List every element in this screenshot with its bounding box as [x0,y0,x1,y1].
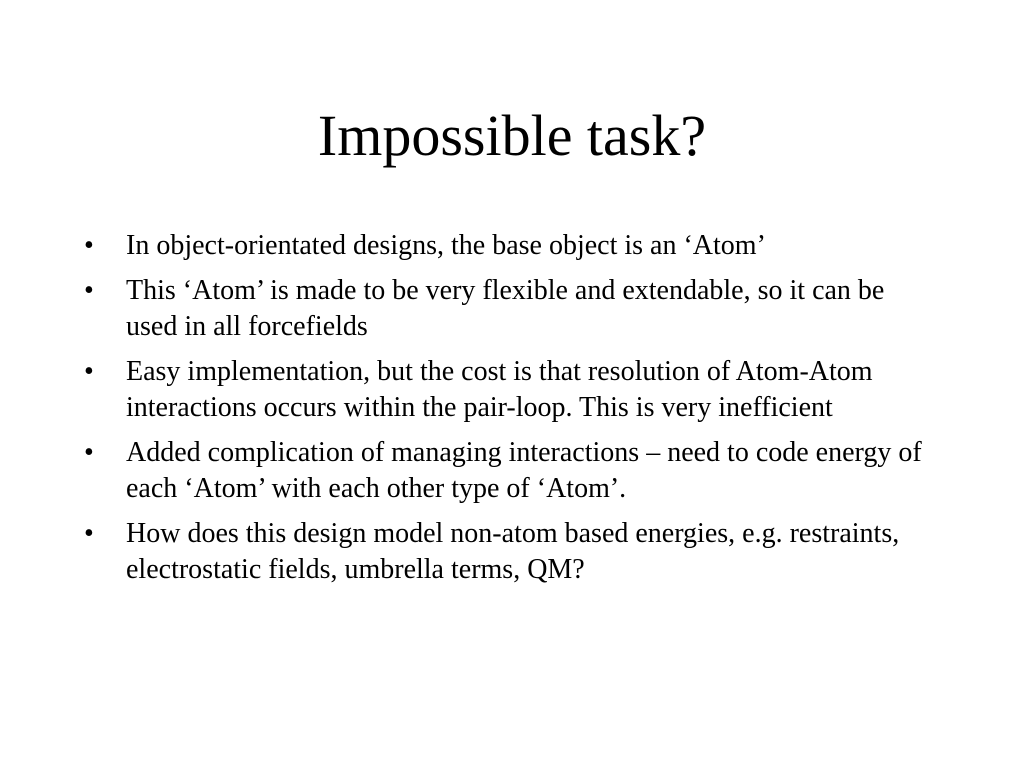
bullet-marker: • [84,437,94,468]
bullet-text: Added complication of managing interactions – need to code energy of each ‘Atom’ with each other type of ‘Atom’. [126,437,922,504]
bullet-text: How does this design model non-atom based energies, e.g. restraints, electrostatic fields, umbrella terms, QM? [126,518,900,585]
bullet-list [84,228,940,597]
bullet-item [84,435,940,507]
bullet-text: In object-orientated designs, the base object is an ‘Atom’ [126,230,766,261]
bullet-text: This ‘Atom’ is made to be very flexible and extendable, so it can be used in all forcefields [126,275,885,342]
bullet-item [84,228,940,264]
bullet-marker: • [84,518,94,549]
bullet-text: Easy implementation, but the cost is that resolution of Atom-Atom interactions occurs within the pair-loop. This is very inefficient [126,356,873,423]
bullet-item [84,516,940,588]
bullet-marker: • [84,356,94,387]
bullet-item [84,354,940,426]
bullet-item [84,273,940,345]
bullet-marker: • [84,275,94,306]
slide-title: Impossible task? [317,103,707,168]
bullet-marker: • [84,230,94,261]
